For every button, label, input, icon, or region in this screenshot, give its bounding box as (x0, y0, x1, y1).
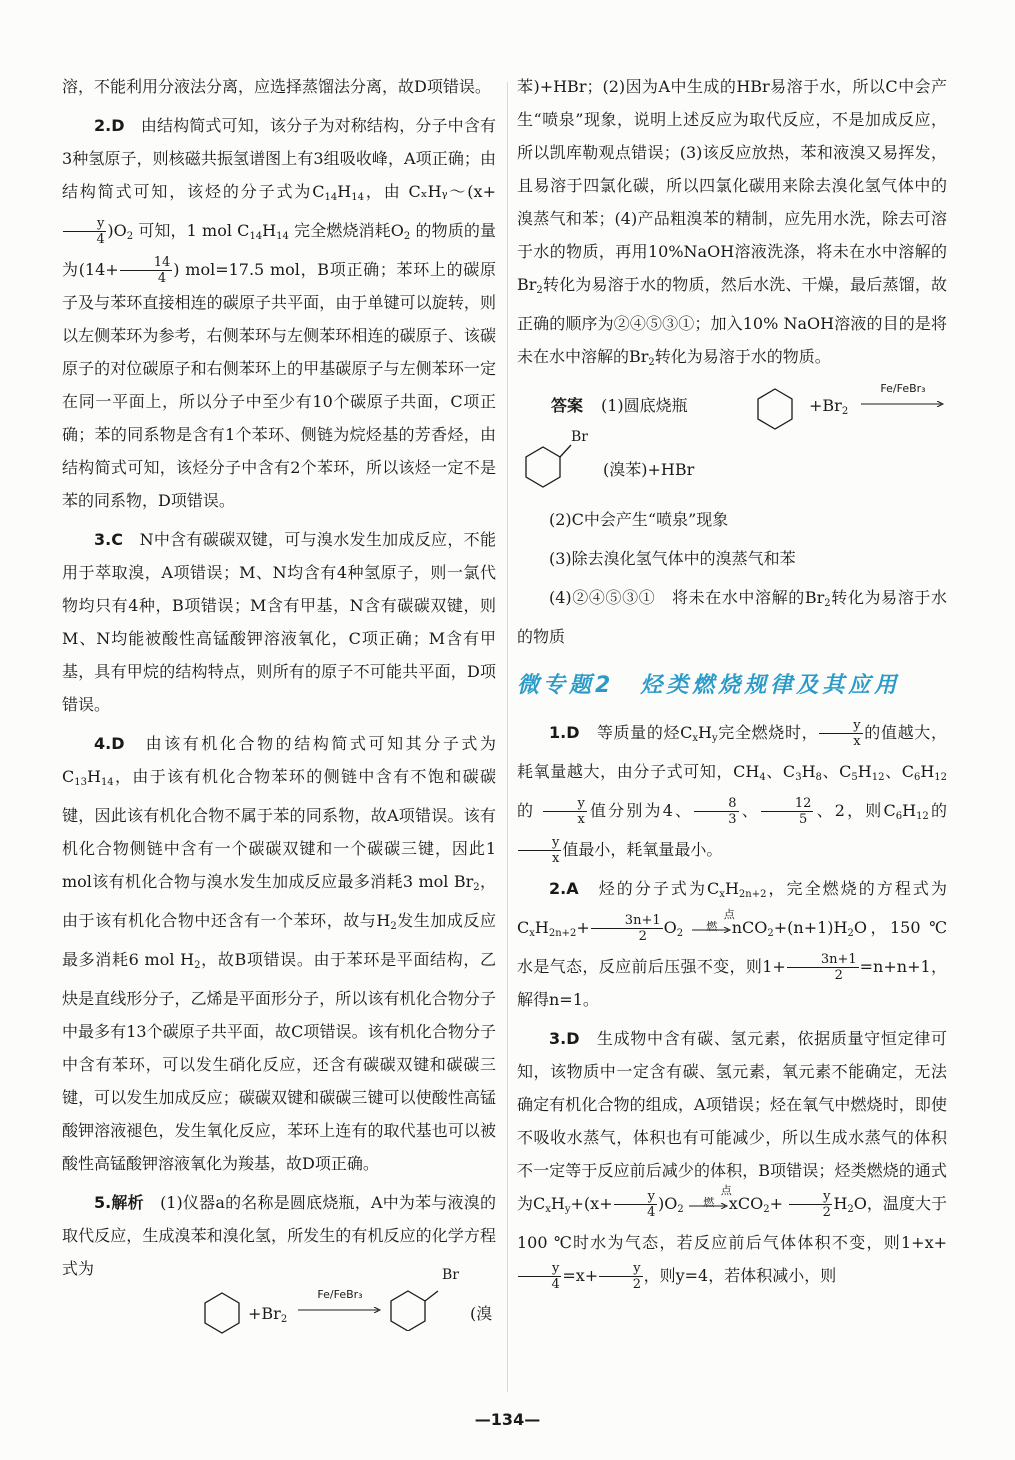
answer-3: (3)除去溴化氢气体中的溴蒸气和苯 (549, 549, 796, 568)
answer-2: (2)C中会产生“喷泉”现象 (549, 510, 729, 529)
fraction: $\frac{y}{4}$ (614, 1189, 657, 1220)
section-question-3: 3.D 生成物中含有碳、氢元素，依据质量守恒定律可知，该物质中一定含有碳、氢元素，氧元素不能确定，无法确定有机化合物的组成，A项错误；烃在氧气中燃烧时，即使不吸收水蒸气，体积也有可能减少，所以生成水蒸气的体积不一定等于反应前后减少的体积，B项错误；烃类燃烧的通式为$C_xH_y+(x+$ $\frac{y}{4}$ )$O_2$ 点燃 xCO$_2$+ $\frac{y}{2}$ $H_2O$，温度大于100 ℃时水为气态，若反应前后气体体积不变，则1+x+ $\frac{y}{4}$ =x+ $\frac{y}{2}$ ，则y=4，若体积减小，则 (517, 1029, 947, 1292)
reaction-equation: $+Br_2$ Fe/FeBr₃ Br (溴 (62, 1287, 496, 1339)
reaction-arrow: Fe/FeBr₃ (861, 395, 945, 411)
fraction: $\frac{12}{5}$ (761, 796, 814, 827)
reaction-arrow: 点燃 (703, 1183, 732, 1209)
bromobenzene-icon (388, 1281, 448, 1331)
page-number: —134— (474, 1410, 541, 1429)
paragraph: 苯)+HBr；(2)因为A中生成的HBr易溶于水，所以C中会产生“喷泉”现象，说明上述反应为取代反应，不是加成反应，所以凯库勒观点错误；(3)该反应放热，苯和液溴又易挥发，且易溶于四氯化碳，所以四氯化碳用来除去溴化氢气体中的溴蒸气和苯；(4)产品粗溴苯的精制，应先用水洗，除去可溶于水的物质，再用10%NaOH溶液洗涤，将未在水中溶解的$Br_2$转化为易溶于水的物质，然后水洗、干燥，最后蒸馏，故正确的顺序为②④⑤③①；加入10% NaOH溶液的目的是将未在水中溶解的$Br_2$转化为易溶于水的物质。 (517, 77, 947, 368)
fraction: $\frac{3n+1}{2}$ (787, 952, 859, 983)
fraction: $\frac{y}{4}$ (63, 216, 106, 247)
left-column (62, 70, 496, 1339)
question-3: 3.C N中含有碳碳双键，可与溴水发生加成反应，不能用于萃取溴，A项错误；M、N均含有4种氢原子，则一氯代物均只有4种，B项错误；M含有甲基，N含有碳碳双键，则M、N均能被酸性高锰酸钾溶液氧化，C项正确；M含有甲基，具有甲烷的结构特点，则所有的原子不可能共平面，D项错误。 (62, 530, 496, 714)
answer-4: (4)②④⑤③① 将未在水中溶解的$Br_2$转化为易溶于水的物质 (517, 588, 947, 646)
benzene-ring-icon (202, 1291, 242, 1335)
fraction: $\frac{y}{2}$ (599, 1261, 642, 1292)
answer-block: 答案 (1)圆底烧瓶 $+Br_2$ Fe/FeBr₃ Br (溴苯)+HBr (2)C中会产生“喷泉”现象 (3)除去溴化氢气体中的溴蒸气和苯 (4)②④⑤③① 将未在水中溶解的$Br_2$转化为易溶于水的物质 (517, 387, 947, 653)
fraction: $\frac{y}{x}$ (518, 835, 561, 866)
fraction: $\frac{y}{2}$ (789, 1189, 832, 1220)
section-question-2: 2.A 烃的分子式为$C_xH_{2n+2}$，完全燃烧的方程式为$C_xH_{2n+2}+$ $\frac{3n+1}{2}$ $O_2$ 点燃 $nCO_2+(n+1)H_2O$，150 ℃水是气态，反应前后压强不变，则1+ $\frac{3n+1}{2}$ =n+n+1，解得n=1。 (517, 879, 947, 1009)
reaction-arrow: 点燃 (706, 907, 735, 933)
fraction: $\frac{3n+1}{2}$ (591, 913, 663, 944)
paragraph: 溶，不能利用分液法分离，应选择蒸馏法分离，故D项错误。 (62, 77, 491, 96)
column-divider (507, 82, 508, 1392)
question-5: 5.解析 (1)仪器a的名称是圆底烧瓶，A中为苯与液溴的取代反应，生成溴苯和溴化氢，所发生的有机反应的化学方程式为 (62, 1193, 496, 1278)
fraction: $\frac{14}{4}$ (120, 255, 173, 286)
section-question-1: 1.D 等质量的烃$C_xH_y$完全燃烧时， $\frac{y}{x}$ 的值越大，耗氧量越大，由分子式可知，$CH_4$、$C_3H_8$、$C_5H_{12}$、$C_6H_{12}$的 $\frac{y}{x}$ 值分别为4、 $\frac{8}{3}$ 、 $\frac{12}{5}$ 、2，则$C_6H_{12}$的 $\frac{y}{x}$ 值最小，耗氧量最小。 (517, 718, 948, 866)
question-2: 2.D 由结构简式可知，该分子为对称结构，分子中含有3种氢原子，则核磁共振氢谱图上有3组吸收峰，A项正确；由结构简式可知，该烃的分子式为$C_{14}H_{14}$，由 CₓHᵧ～(x+ $\frac{y}{4}$ )$O_2$ 可知，1 mol $C_{14}H_{14}$ 完全燃烧消耗$O_2$ 的物质的量为(14+ $\frac{14}{4}$ ) mol=17.5 mol，B项正确；苯环上的碳原子及与苯环直接相连的碳原子共平面，由于单键可以旋转，则以左侧苯环为参考，右侧苯环与左侧苯环相连的碳原子、该碳原子的对位碳原子和右侧苯环上的甲基碳原子与左侧苯环一定在同一平面上，所以分子中至少有10个碳原子共面，C项正确；苯的同系物是含有1个苯环、侧链为烷烃基的芳香烃，由结构简式可知，该烃分子中含有2个苯环，所以该烃一定不是苯的同系物，D项错误。 (62, 116, 496, 510)
question-4: 4.D 由该有机化合物的结构简式可知其分子式为$C_{13}H_{14}$，由于该有机化合物苯环的侧链中含有不饱和碳碳键，因此该有机化合物不属于苯的同系物，故A项错误。该有机化合物侧链中含有一个碳碳双键和一个碳碳三键，因此1 mol该有机化合物与溴水发生加成反应最多消耗3 mol $Br_2$，由于该有机化合物中还含有一个苯环，故与$H_2$发生加成反应最多消耗6 mol $H_2$，故B项错误。由于苯环是平面结构，乙炔是直线形分子，乙烯是平面形分子，所以该有机化合物分子中最多有13个碳原子共平面，故C项错误。该有机化合物分子中含有苯环，可以发生硝化反应，还含有碳碳双键和碳碳三键，可以发生加成反应；碳碳双键和碳碳三键可以使酸性高锰酸钾溶液褪色，发生氧化反应，苯环上连有的取代基也可以被酸性高锰酸钾溶液氧化为羧基，故D项正确。 (62, 734, 496, 1173)
fraction: $\frac{y}{x}$ (819, 718, 862, 749)
benzene-ring-icon (755, 387, 795, 431)
fraction: $\frac{8}{3}$ (694, 796, 738, 827)
reaction-arrow: Fe/FeBr₃ (298, 1301, 382, 1317)
fraction: $\frac{y}{4}$ (518, 1261, 561, 1292)
right-column (517, 70, 947, 1298)
fraction: $\frac{y}{x}$ (543, 796, 586, 827)
section-title: 微专题2 烃类燃烧规律及其应用 (517, 673, 901, 698)
